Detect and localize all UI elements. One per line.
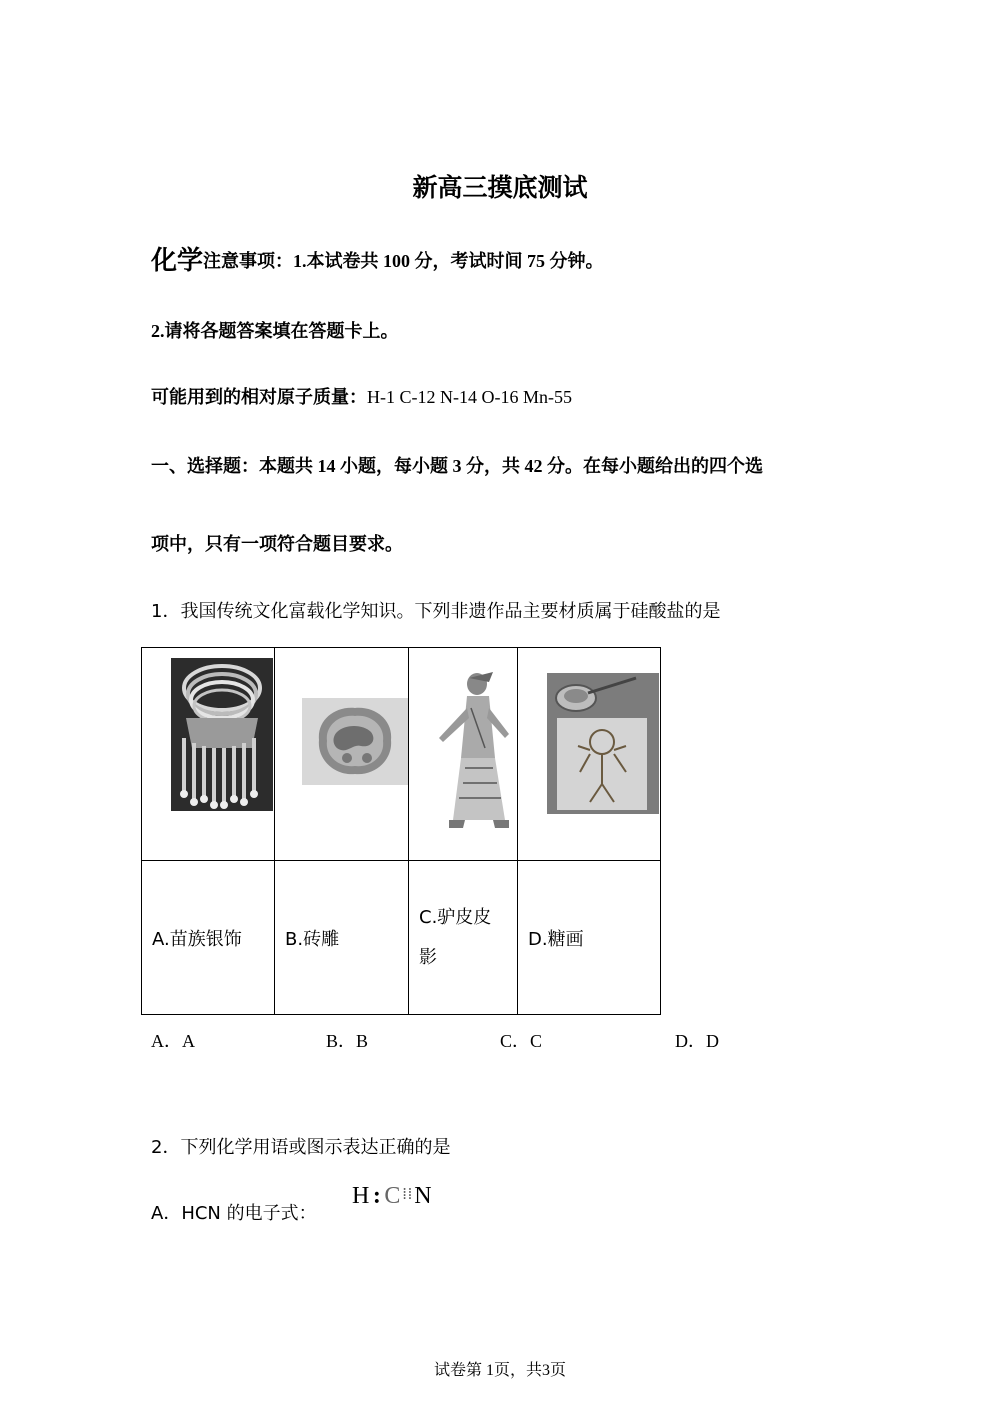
page-footer: 试卷第 1页，共3页 [433, 1362, 566, 1379]
q1-image-cell-a [142, 648, 275, 861]
q2-stem: 2．下列化学用语或图示表达正确的是 [151, 1137, 451, 1158]
q1-option-c-cell [409, 861, 518, 1015]
atomic-mass-line [151, 383, 572, 409]
q1-option-b-label: B.砖雕 [285, 928, 340, 950]
formula-h: H [352, 1183, 371, 1209]
q1-choice-b[interactable]: B．B [326, 1031, 369, 1051]
q1-option-b-cell [275, 861, 409, 1015]
notes-item-2: 2.请将各题答案填在答题卡上。 [151, 321, 399, 341]
brick-carving-icon [275, 648, 408, 855]
atomic-mass-values: H-1 C-12 N-14 O-16 Mn-55 [367, 387, 572, 407]
q1-option-d-label: D.糖画 [528, 928, 584, 950]
notes-label: 注意事项： [203, 251, 294, 271]
q1-choice-a[interactable]: A．A [151, 1031, 195, 1051]
q1-choices [0, 1027, 1000, 1051]
q1-options-table [141, 647, 661, 1015]
shadow-puppet-icon [409, 648, 517, 855]
q1-stem: 1．我国传统文化富载化学知识。下列非遗作品主要材质属于硅酸盐的是 [151, 601, 721, 622]
formula-c: C [384, 1183, 402, 1209]
q1-option-c-label-line1: C.驴皮皮 [419, 906, 492, 928]
sugar-painting-icon [518, 648, 660, 855]
notes-line-1 [151, 240, 604, 277]
atomic-mass-label: 可能用到的相对原子质量： [151, 387, 367, 407]
q1-image-cell-d [518, 648, 661, 861]
q1-image-cell-b [275, 648, 409, 861]
q1-option-d-cell [518, 861, 661, 1015]
subject-label: 化学 [151, 246, 204, 275]
formula-n: N [414, 1183, 433, 1209]
q1-option-a-label: A.苗族银饰 [152, 928, 242, 950]
section1-line-2: 项中，只有一项符合题目要求。 [151, 534, 403, 554]
q1-option-a-cell [142, 861, 275, 1015]
q2-option-a-label: A．HCN 的电子式： [151, 1203, 317, 1224]
q1-option-c-label-line2: 影 [419, 946, 437, 968]
page-title: 新高三摸底测试 [412, 173, 588, 202]
q1-choice-c[interactable]: C．C [500, 1031, 543, 1051]
hcn-electron-formula [352, 1183, 433, 1210]
notes-item-1: 1.本试卷共 100 分，考试时间 75 分钟。 [293, 251, 604, 271]
q1-choice-d[interactable]: D．D [675, 1031, 719, 1051]
formula-triple-bond-dots: ⁞⁞ [402, 1186, 414, 1203]
silver-necklace-icon [142, 648, 274, 855]
section1-line-1: 一、选择题：本题共 14 小题，每小题 3 分，共 42 分。在每小题给出的四个选 [151, 456, 763, 476]
formula-single-bond-dots: : [372, 1183, 382, 1209]
q1-image-cell-c [409, 648, 518, 861]
